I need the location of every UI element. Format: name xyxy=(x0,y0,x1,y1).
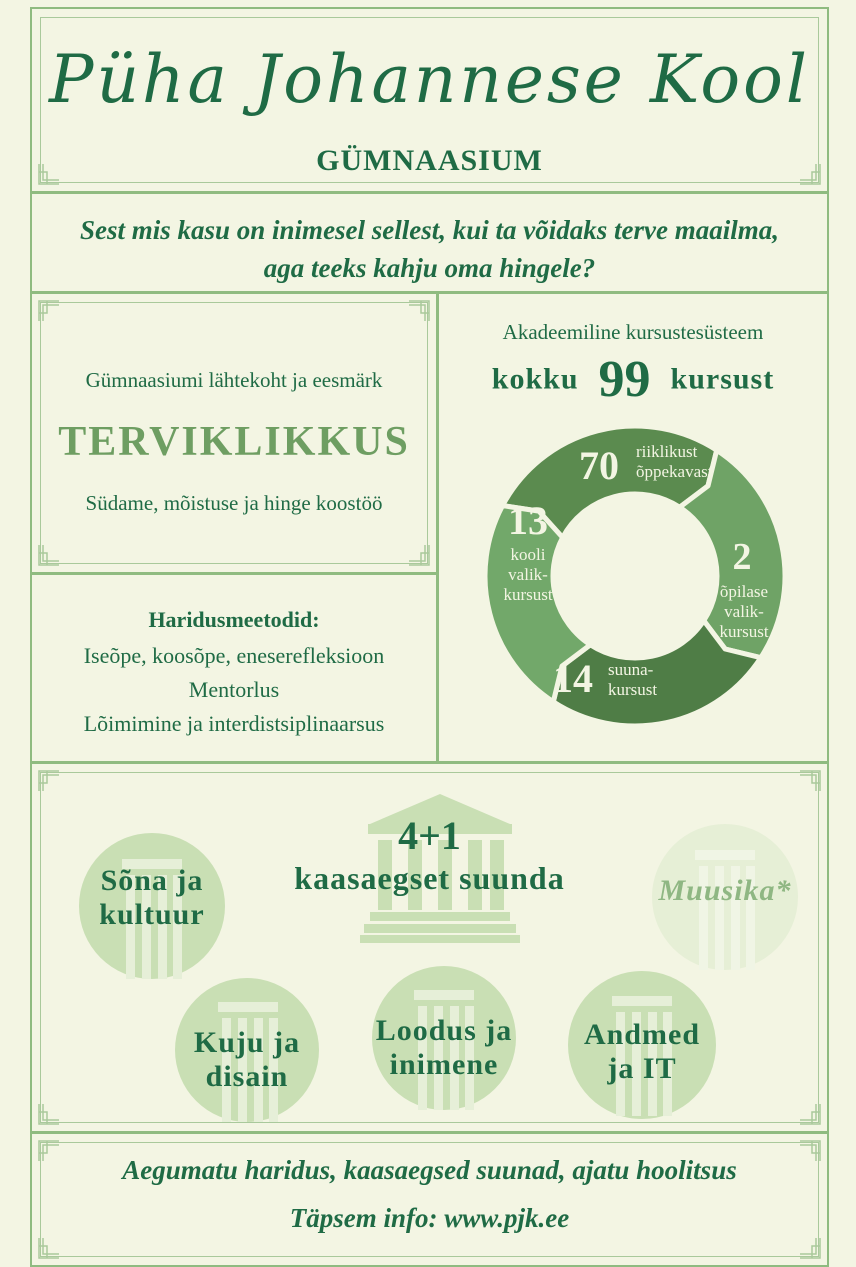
methods-panel xyxy=(30,573,438,763)
corner-ornament-icon xyxy=(799,1237,821,1259)
basis-panel xyxy=(30,292,438,574)
footer-info-link[interactable]: Täpsem info: www.pjk.ee xyxy=(289,1203,570,1233)
corner-ornament-icon xyxy=(38,300,60,322)
courses-panel xyxy=(437,292,829,763)
segment-label-13-line2: valik- xyxy=(508,565,548,584)
direction-optional-label: Muusika* xyxy=(658,874,792,907)
segment-label-2-line3: kursust xyxy=(719,622,769,641)
segment-label-70-line1: riiklikust xyxy=(636,442,698,461)
direction-1-line1: Sõna ja xyxy=(100,864,204,897)
segment-label-70-line2: õppekavast xyxy=(636,462,713,481)
direction-3-line1: Loodus ja xyxy=(375,1014,513,1047)
segment-label-13-line3: kursust xyxy=(503,585,553,604)
direction-4-line1: Andmed xyxy=(583,1018,701,1051)
basis-heading: Gümnaasiumi lähtekoht ja eesmärk xyxy=(85,368,383,392)
directions-subtitle: kaasaegset suunda xyxy=(294,860,565,896)
corner-ornament-icon xyxy=(38,1103,60,1125)
direction-4-line2: ja IT xyxy=(607,1052,677,1085)
methods-line-2: Mentorlus xyxy=(188,677,280,702)
page-title: Püha Johannese Kool xyxy=(49,41,810,118)
header-panel xyxy=(30,7,829,193)
direction-label-1 xyxy=(79,864,225,932)
page-subtitle: GÜMNAASIUM xyxy=(316,144,543,177)
segment-label-13-line1: kooli xyxy=(510,545,546,564)
segment-value-2: 2 xyxy=(732,536,752,578)
segment-value-70: 70 xyxy=(579,443,619,488)
direction-1-line2: kultuur xyxy=(99,898,205,931)
quote-line-2: aga teeks kahju oma hingele? xyxy=(263,253,596,283)
segment-label-2-line1: õpilase xyxy=(719,582,769,601)
quote-line-1: Sest mis kasu on inimesel sellest, kui ta võidaks terve maailma, xyxy=(79,215,780,245)
courses-total-prefix: kokku xyxy=(491,362,579,396)
corner-ornament-icon xyxy=(799,1103,821,1125)
segment-label-14-line1: suuna- xyxy=(608,660,654,679)
courses-donut xyxy=(439,294,831,765)
direction-label-4 xyxy=(562,1018,722,1086)
column-icon xyxy=(695,850,755,970)
courses-heading: Akadeemiline kursustesüsteem xyxy=(502,320,764,344)
segment-label-13 xyxy=(503,498,552,604)
segment-value-14: 14 xyxy=(553,656,593,701)
segment-value-13: 13 xyxy=(508,498,548,543)
directions-panel xyxy=(30,762,829,1133)
basis-keyword: TERVIKLIKKUS xyxy=(58,419,410,465)
direction-2-line2: disain xyxy=(205,1060,289,1093)
footer-slogan: Aegumatu haridus, kaasaegsed suunad, ajatu hoolitsus xyxy=(122,1155,737,1185)
methods-line-3: Lõimimine ja interdistsiplinaarsus xyxy=(83,711,385,736)
footer-panel xyxy=(30,1132,829,1267)
methods-line-1: Iseõpe, koosõpe, eneserefleksioon xyxy=(83,643,385,668)
direction-2-line1: Kuju ja xyxy=(193,1026,301,1059)
basis-tagline: Südame, mõistuse ja hinge koostöö xyxy=(85,491,383,515)
courses-total-value: 99 xyxy=(598,351,651,408)
segment-label-2-line2: valik- xyxy=(724,602,764,621)
direction-3-line2: inimene xyxy=(389,1048,499,1081)
corner-ornament-icon xyxy=(408,544,430,566)
segment-label-14-line2: kursust xyxy=(608,680,658,699)
courses-total-suffix: kursust xyxy=(670,362,775,396)
quote-panel xyxy=(30,192,829,293)
directions-count: 4+1 xyxy=(398,813,461,858)
corner-ornament-icon xyxy=(799,770,821,792)
methods-heading: Haridusmeetodid: xyxy=(148,607,320,632)
direction-label-3 xyxy=(362,1014,526,1082)
corner-ornament-icon xyxy=(38,770,60,792)
corner-ornament-icon xyxy=(408,300,430,322)
direction-label-2 xyxy=(175,1026,319,1094)
corner-ornament-icon xyxy=(38,544,60,566)
corner-ornament-icon xyxy=(38,1237,60,1259)
